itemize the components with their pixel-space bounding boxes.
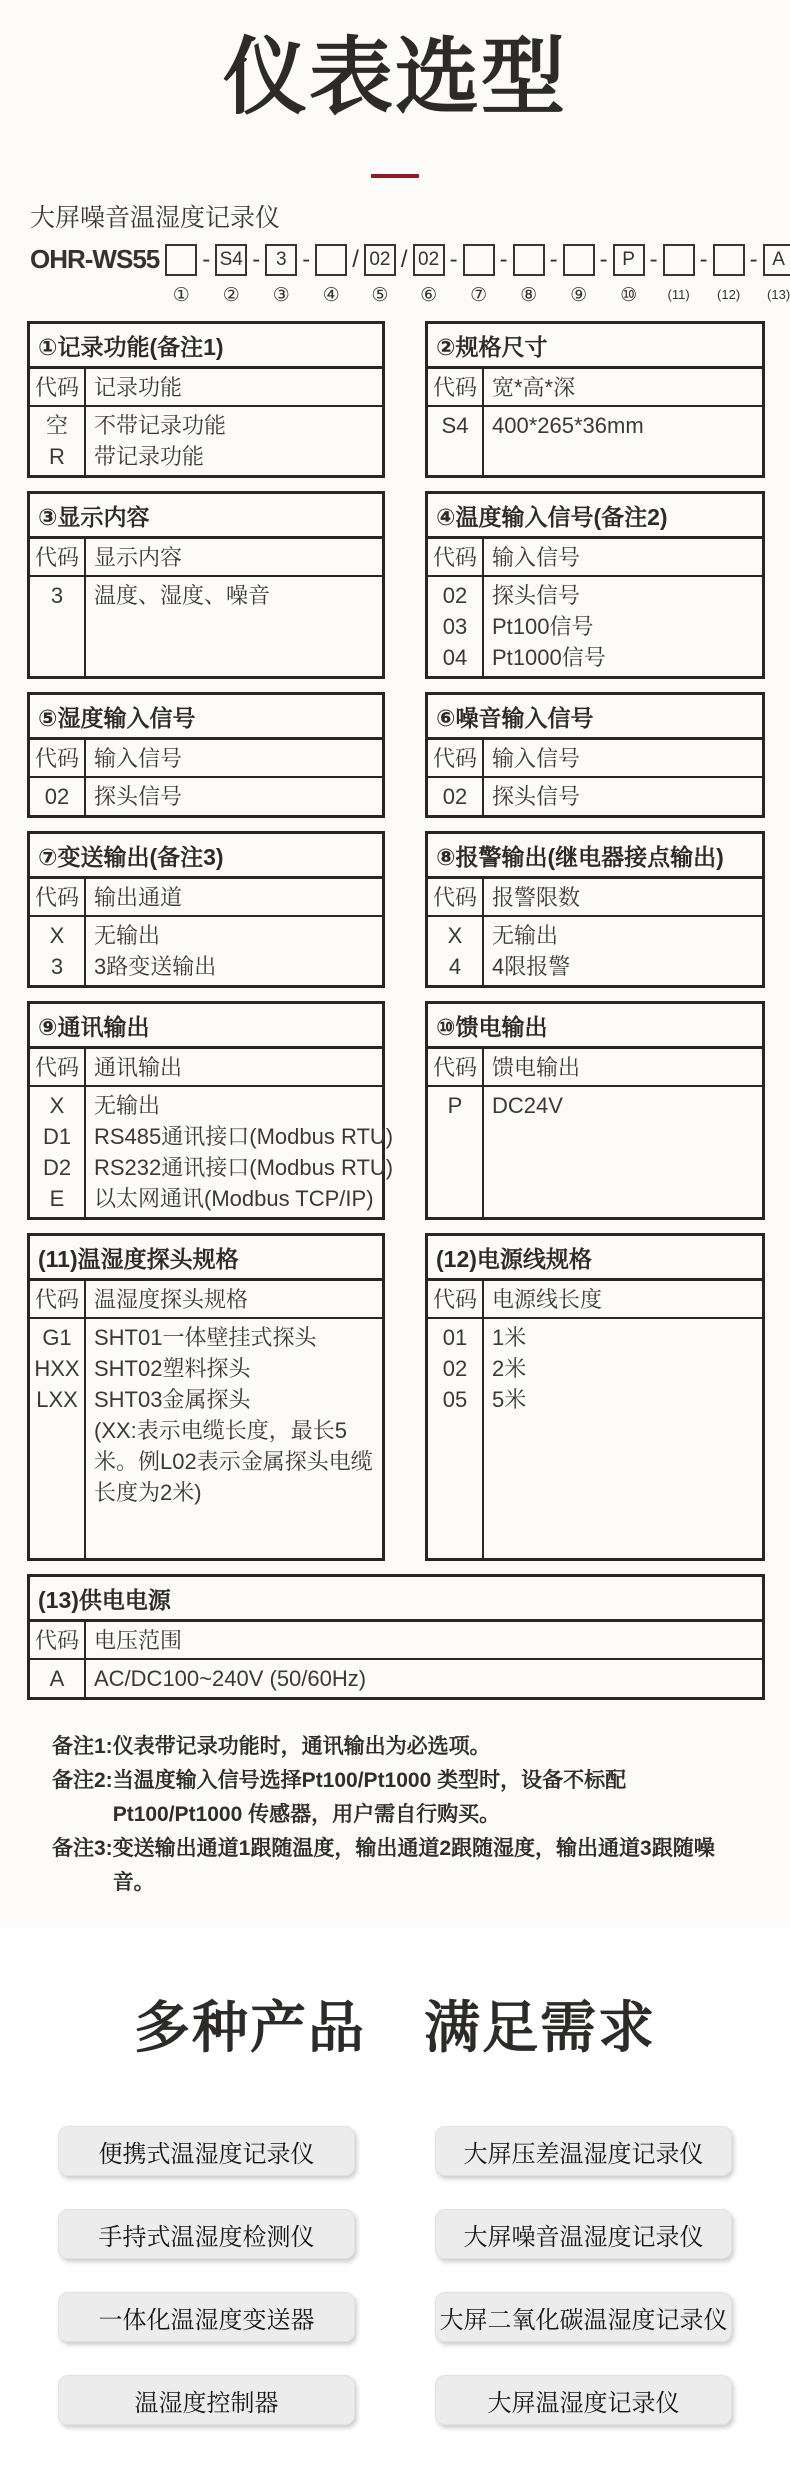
model-code-box: 02 <box>413 244 445 276</box>
table-subheader <box>428 1281 762 1319</box>
model-position-6 <box>413 244 445 307</box>
code-separator: - <box>649 246 658 274</box>
table-body <box>428 778 762 815</box>
model-position-5 <box>364 244 396 307</box>
code-header: 代码 <box>30 1281 86 1317</box>
code-cell: 02 <box>442 784 468 810</box>
remark-3 <box>52 1832 742 1900</box>
table-subheader <box>428 369 762 407</box>
products-heading <box>0 1984 790 2064</box>
table-subheader <box>30 879 382 917</box>
value-cell: 探头信号 <box>492 583 581 609</box>
value-header: 通讯输出 <box>94 1055 183 1081</box>
option-table-6 <box>425 692 765 818</box>
model-position-8 <box>513 244 545 307</box>
position-number: ① <box>172 285 190 307</box>
table-body <box>30 1660 762 1697</box>
value-cell: 3路变送输出 <box>94 954 217 980</box>
option-table-5 <box>27 692 385 818</box>
option-table-11 <box>27 1233 385 1561</box>
option-table-7 <box>27 831 385 988</box>
code-cell: S4 <box>441 413 469 439</box>
option-table-title: ⑤湿度输入信号 <box>30 695 382 740</box>
position-number: ⑧ <box>520 285 538 307</box>
value-cell: RS485通讯接口(Modbus RTU) <box>94 1124 394 1150</box>
option-table-title: ①记录功能(备注1) <box>30 324 382 369</box>
code-cell: 03 <box>442 614 468 640</box>
code-header: 代码 <box>30 740 86 776</box>
code-header: 代码 <box>428 879 484 915</box>
code-cell: HXX <box>34 1356 80 1382</box>
code-separator: - <box>252 246 261 274</box>
value-column <box>484 778 762 815</box>
product-button[interactable]: 一体化温湿度变送器 <box>58 2292 355 2342</box>
code-separator: - <box>202 246 211 274</box>
code-cell: 02 <box>44 784 70 810</box>
position-number: (12) <box>717 287 741 303</box>
code-cell: 空 <box>45 413 68 439</box>
code-column <box>30 407 86 475</box>
value-cell: 不带记录功能 <box>94 413 227 439</box>
code-separator: - <box>599 246 608 274</box>
option-table-13 <box>27 1574 765 1700</box>
value-cell: 5米 <box>492 1387 527 1413</box>
model-position-9 <box>563 244 595 307</box>
code-cell: 02 <box>442 583 468 609</box>
code-separator: / <box>400 246 408 274</box>
product-subtitle: 大屏噪音温湿度记录仪 <box>30 204 281 233</box>
option-table-3 <box>27 491 385 679</box>
code-cell: 3 <box>50 583 64 609</box>
model-code-box: 02 <box>364 244 396 276</box>
code-cell: D1 <box>42 1124 72 1150</box>
remark-text: 变送输出通道1跟随温度，输出通道2跟随湿度，输出通道3跟随噪音。 <box>112 1837 715 1895</box>
position-number: ⑦ <box>470 285 488 307</box>
option-table-title: ⑥噪音输入信号 <box>428 695 762 740</box>
position-number: ④ <box>322 285 340 307</box>
option-table-12 <box>425 1233 765 1561</box>
products-heading-left: 多种产品 <box>134 1996 366 2060</box>
code-header: 代码 <box>428 740 484 776</box>
model-code-box <box>663 244 695 276</box>
model-code-line <box>30 244 790 307</box>
model-position-2 <box>215 244 247 307</box>
product-buttons <box>0 2126 790 2425</box>
code-cell: A <box>49 1666 65 1692</box>
code-cell <box>30 1446 84 1477</box>
option-table-9 <box>27 1001 394 1220</box>
code-column <box>30 577 86 676</box>
option-table-title: (13)供电电源 <box>30 1577 762 1622</box>
value-column <box>86 917 382 985</box>
value-cell: (XX:表示电缆长度，最长5 <box>94 1418 348 1444</box>
option-table-title: ④温度输入信号(备注2) <box>428 494 762 539</box>
table-subheader <box>30 1281 382 1319</box>
value-cell: 无输出 <box>94 923 161 949</box>
remark-text: 仪表带记录功能时，通讯输出为必选项。 <box>112 1735 491 1759</box>
option-table-2 <box>425 321 765 478</box>
option-table-title: ⑧报警输出(继电器接点输出) <box>428 834 762 879</box>
model-code-box: 3 <box>265 244 297 276</box>
value-cell: RS232通讯接口(Modbus RTU) <box>94 1155 394 1181</box>
model-code-box: A <box>763 244 790 276</box>
value-cell: 温度、湿度、噪音 <box>94 583 271 609</box>
code-cell: 01 <box>442 1325 468 1351</box>
table-subheader <box>30 539 382 577</box>
code-column <box>30 778 86 815</box>
position-number: ⑥ <box>420 285 438 307</box>
code-cell: 3 <box>50 954 64 980</box>
code-separator: - <box>302 246 311 274</box>
product-button[interactable]: 大屏噪音温湿度记录仪 <box>435 2209 732 2259</box>
value-header: 电压范围 <box>94 1628 183 1654</box>
code-cell: D2 <box>42 1155 72 1181</box>
value-cell: 无输出 <box>94 1093 161 1119</box>
code-column <box>30 1319 86 1558</box>
position-number: ⑤ <box>371 285 389 307</box>
remark-1 <box>52 1730 742 1764</box>
code-column <box>30 917 86 985</box>
value-cell: DC24V <box>492 1093 563 1119</box>
option-table-title: (11)温湿度探头规格 <box>30 1236 382 1281</box>
code-cell: X <box>447 923 463 949</box>
value-column <box>484 577 762 676</box>
option-table-8 <box>425 831 765 988</box>
code-separator: - <box>449 246 458 274</box>
code-cell: X <box>49 923 65 949</box>
code-header: 代码 <box>30 1622 86 1658</box>
table-body <box>428 577 762 676</box>
value-column <box>86 1319 382 1558</box>
option-table-10 <box>425 1001 765 1220</box>
model-code-box: S4 <box>215 244 247 276</box>
product-button[interactable]: 大屏温湿度记录仪 <box>435 2375 732 2425</box>
code-header: 代码 <box>30 1049 86 1085</box>
value-cell: 米。例L02表示金属探头电缆 <box>94 1449 373 1475</box>
table-body <box>428 917 762 985</box>
code-column <box>428 778 484 815</box>
model-code-box <box>563 244 595 276</box>
value-cell: 2米 <box>492 1356 527 1382</box>
model-code-box: P <box>613 244 645 276</box>
option-table-title: ②规格尺寸 <box>428 324 762 369</box>
model-code-box <box>165 244 197 276</box>
model-code-box <box>513 244 545 276</box>
value-cell: 长度为2米) <box>94 1480 202 1506</box>
table-subheader <box>428 879 762 917</box>
value-header: 温湿度探头规格 <box>94 1287 249 1313</box>
code-cell: G1 <box>42 1325 72 1351</box>
code-separator: - <box>749 246 758 274</box>
table-body <box>428 407 762 475</box>
value-column <box>484 1087 762 1217</box>
code-column <box>428 577 484 676</box>
model-position-3 <box>265 244 297 307</box>
option-table-title: ⑦变送输出(备注3) <box>30 834 382 879</box>
value-column <box>86 1087 401 1217</box>
value-cell: 以太网通讯(Modbus TCP/IP) <box>94 1186 374 1212</box>
table-subheader <box>30 1049 382 1087</box>
value-header: 输入信号 <box>492 545 581 571</box>
code-cell: X <box>49 1093 65 1119</box>
code-separator: - <box>549 246 558 274</box>
position-number: ⑨ <box>570 285 588 307</box>
code-cell: E <box>49 1186 65 1212</box>
option-table-title: ③显示内容 <box>30 494 382 539</box>
value-cell: 探头信号 <box>94 784 183 810</box>
table-subheader <box>428 740 762 778</box>
table-subheader <box>30 1622 762 1660</box>
table-subheader <box>428 1049 762 1087</box>
remark-2 <box>52 1764 742 1832</box>
value-column <box>484 1319 762 1558</box>
product-button[interactable]: 手持式温湿度检测仪 <box>58 2209 355 2259</box>
code-header: 代码 <box>428 539 484 575</box>
option-table-4 <box>425 491 765 679</box>
value-column <box>86 778 382 815</box>
table-subheader <box>30 740 382 778</box>
remark-text: 当温度输入信号选择Pt100/Pt1000 类型时，设备不标配 Pt100/Pt1000 传感器，用户需自行购买。 <box>112 1769 627 1827</box>
value-header: 报警限数 <box>492 885 581 911</box>
option-table-title: ⑨通讯输出 <box>30 1004 382 1049</box>
code-column <box>30 1660 86 1697</box>
value-cell: Pt100信号 <box>492 614 594 640</box>
position-number: ② <box>222 285 240 307</box>
value-cell: 1米 <box>492 1325 527 1351</box>
value-header: 记录功能 <box>94 375 183 401</box>
model-code-box <box>713 244 745 276</box>
table-body <box>30 577 382 676</box>
code-header: 代码 <box>428 1281 484 1317</box>
products-section <box>0 1928 790 2485</box>
code-separator: / <box>352 246 359 274</box>
remark-label: 备注2: <box>52 1769 113 1793</box>
option-table-title: (12)电源线规格 <box>428 1236 762 1281</box>
table-body <box>30 917 382 985</box>
value-cell: 无输出 <box>492 923 559 949</box>
table-body <box>428 1087 762 1217</box>
code-separator: - <box>499 246 508 274</box>
value-cell: AC/DC100~240V (50/60Hz) <box>94 1666 367 1692</box>
value-column <box>86 407 382 475</box>
code-cell <box>30 1477 84 1508</box>
product-button[interactable]: 便携式温湿度记录仪 <box>58 2126 355 2176</box>
value-cell: SHT01一体壁挂式探头 <box>94 1325 317 1351</box>
model-position-13 <box>763 244 790 306</box>
code-separator: - <box>699 246 708 274</box>
code-header: 代码 <box>30 369 86 405</box>
product-button[interactable]: 大屏压差温湿度记录仪 <box>435 2126 732 2176</box>
products-heading-right: 满足需求 <box>424 1996 656 2060</box>
table-body <box>428 1319 762 1558</box>
code-column <box>30 1087 86 1217</box>
table-body <box>30 778 382 815</box>
code-column <box>428 1087 484 1217</box>
code-cell: P <box>447 1093 463 1119</box>
table-body <box>30 1319 382 1558</box>
value-header: 输出通道 <box>94 885 183 911</box>
model-position-11 <box>663 244 695 306</box>
code-header: 代码 <box>428 1049 484 1085</box>
model-code-box <box>315 244 347 276</box>
remark-label: 备注1: <box>52 1735 113 1759</box>
value-header: 电源线长度 <box>492 1287 603 1313</box>
option-table-title: ⑩馈电输出 <box>428 1004 762 1049</box>
selection-tables <box>27 321 765 1700</box>
notes <box>52 1730 742 1900</box>
value-cell: 带记录功能 <box>94 444 205 470</box>
value-column <box>86 577 382 676</box>
value-column <box>484 407 762 475</box>
code-cell: LXX <box>36 1387 78 1413</box>
value-header: 输入信号 <box>94 746 183 772</box>
position-number: (11) <box>667 287 690 303</box>
position-number: (13) <box>767 287 790 303</box>
value-column <box>86 1660 762 1697</box>
product-button[interactable]: 温湿度控制器 <box>58 2375 355 2425</box>
value-header: 馈电输出 <box>492 1055 581 1081</box>
value-cell: Pt1000信号 <box>492 645 606 671</box>
option-table-1 <box>27 321 385 478</box>
position-number: ⑩ <box>620 285 638 307</box>
value-cell: SHT02塑料探头 <box>94 1356 251 1382</box>
code-column <box>428 407 484 475</box>
code-cell <box>30 1415 84 1446</box>
page-title: 仪表选型 <box>222 30 567 124</box>
table-subheader <box>30 369 382 407</box>
code-column <box>428 917 484 985</box>
value-header: 显示内容 <box>94 545 183 571</box>
code-header: 代码 <box>30 539 86 575</box>
table-subheader <box>428 539 762 577</box>
value-header: 宽*高*深 <box>492 375 576 401</box>
code-cell: R <box>49 444 65 470</box>
position-number: ③ <box>272 285 290 307</box>
code-column <box>428 1319 484 1558</box>
product-button[interactable]: 大屏二氧化碳温湿度记录仪 <box>435 2292 732 2342</box>
value-cell: SHT03金属探头 <box>94 1387 251 1413</box>
code-cell: 02 <box>442 1356 468 1382</box>
model-position-12 <box>713 244 745 306</box>
model-prefix: OHR-WS55 <box>30 244 160 275</box>
model-position-10 <box>613 244 645 307</box>
value-cell: 400*265*36mm <box>492 413 644 439</box>
value-column <box>484 917 762 985</box>
model-position-1 <box>165 244 197 307</box>
remark-label: 备注3: <box>52 1837 113 1861</box>
model-code-box <box>463 244 495 276</box>
model-position-4 <box>315 244 347 307</box>
code-header: 代码 <box>428 369 484 405</box>
table-body <box>30 1087 394 1217</box>
code-cell: 4 <box>448 954 462 980</box>
table-body <box>30 407 382 475</box>
model-position-7 <box>463 244 495 307</box>
value-header: 输入信号 <box>492 746 581 772</box>
value-cell: 探头信号 <box>492 784 581 810</box>
model-positions <box>165 244 790 307</box>
value-cell: 4限报警 <box>492 954 571 980</box>
title-underline <box>371 174 419 178</box>
code-header: 代码 <box>30 879 86 915</box>
code-cell: 05 <box>442 1387 468 1413</box>
code-cell: 04 <box>442 645 468 671</box>
